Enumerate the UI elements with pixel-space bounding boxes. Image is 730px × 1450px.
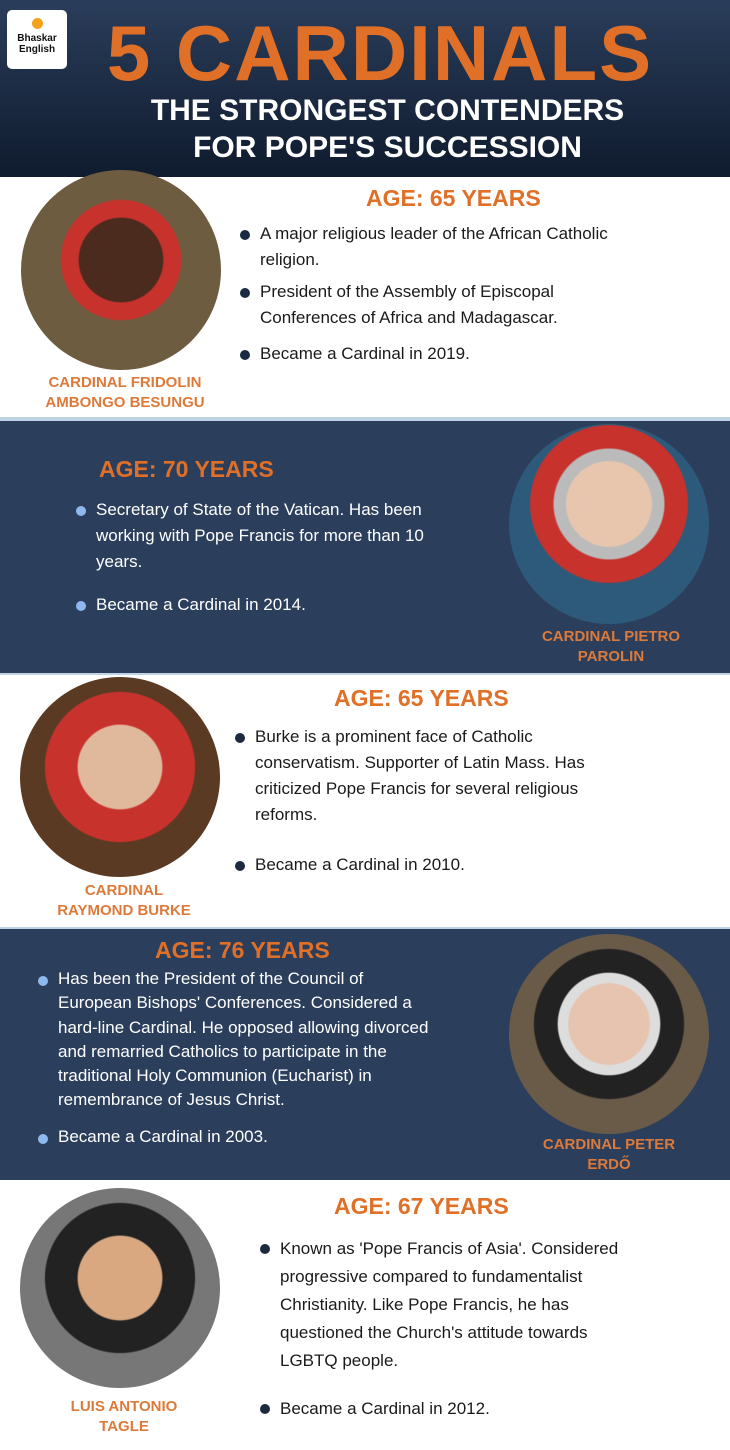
cardinal-name: CARDINAL PETER ERDŐ [542, 1136, 676, 1173]
cardinal-age: AGE: 70 YEARS [99, 456, 274, 482]
cardinal-name: CARDINAL RAYMOND BURKE [57, 882, 191, 919]
cardinal-name: CARDINAL FRIDOLIN AMBONGO BESUNGU [45, 374, 205, 411]
info-point: Became a Cardinal in 2003. [36, 1125, 436, 1149]
cardinal-section-1 [0, 177, 730, 417]
info-list [238, 221, 618, 367]
logo-text: English [18, 44, 56, 55]
info-point: Known as 'Pope Francis of Asia'. Considered progressive compared to fundamentalist Christianity. Like Pope Francis, he has questioned the Church's attitude towards LGBTQ people. [258, 1235, 648, 1375]
info-list [74, 497, 434, 618]
cardinal-name: CARDINAL PIETRO PAROLIN [541, 628, 681, 665]
info-point: Became a Cardinal in 2012. [258, 1395, 648, 1423]
cardinal-photo [509, 424, 709, 624]
logo-text: Bhaskar [17, 33, 57, 44]
info-list [36, 967, 436, 1149]
cardinal-section-5 [0, 1180, 730, 1450]
info-point: Burke is a prominent face of Catholic conservatism. Supporter of Latin Mass. Has criticized Pope Francis for several religious reforms. [233, 724, 613, 828]
info-point: Became a Cardinal in 2019. [238, 341, 618, 367]
page-title: 5 CARDINALS [106, 9, 654, 97]
cardinal-age: AGE: 65 YEARS [334, 685, 509, 711]
cardinal-section-2 [0, 421, 730, 673]
info-point: Secretary of State of the Vatican. Has been working with Pope Francis for more than 10 years. [74, 497, 434, 575]
info-list [258, 1235, 648, 1423]
info-point: President of the Assembly of Episcopal Conferences of Africa and Madagascar. [238, 279, 618, 331]
cardinal-photo [20, 677, 220, 877]
cardinal-section-3 [0, 673, 730, 927]
cardinal-age: AGE: 67 YEARS [334, 1193, 509, 1219]
cardinal-section-4 [0, 927, 730, 1180]
cardinal-age: AGE: 65 YEARS [366, 185, 541, 211]
info-point: Has been the President of the Council of European Bishops' Conferences. Considered a hard-line Cardinal. He opposed allowing divorced and remarried Catholics to participate in the traditional Holy Communion (Eucharist) in remembrance of Jesus Christ. [36, 967, 436, 1113]
info-point: Became a Cardinal in 2014. [74, 592, 434, 618]
info-point: Became a Cardinal in 2010. [233, 852, 613, 878]
cardinal-photo [20, 1188, 220, 1388]
page-subtitle: THE STRONGEST CONTENDERS FOR POPE'S SUCCESSION [150, 94, 625, 164]
header [0, 0, 730, 177]
cardinal-name: LUIS ANTONIO TAGLE [70, 1398, 178, 1435]
info-list [233, 724, 613, 878]
cardinal-photo [509, 934, 709, 1134]
cardinal-age: AGE: 76 YEARS [155, 937, 330, 963]
info-point: A major religious leader of the African Catholic religion. [238, 221, 618, 273]
cardinal-photo [21, 170, 221, 370]
